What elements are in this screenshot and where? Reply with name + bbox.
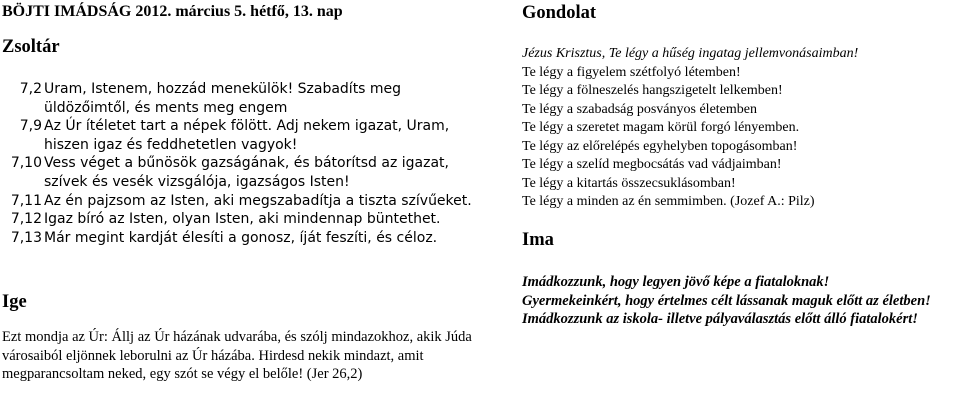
verse-text: Vess véget a bűnösök gazságának, és bátorítsd az igazat, szívek és vesék vizsgálója, igazságos Isten!	[44, 155, 449, 190]
verse-text: Igaz bíró az Isten, olyan Isten, aki mindennap büntethet.	[44, 211, 441, 228]
ima-text	[522, 273, 960, 329]
zsoltar-heading: Zsoltár	[2, 37, 60, 57]
verse-number: 7,11	[10, 192, 42, 209]
ima-heading: Ima	[522, 230, 554, 250]
gondolat-line: Te légy a fölneszelés hangszigetelt lelkemben!	[522, 83, 783, 98]
verse-number: 7,13	[10, 229, 42, 246]
gondolat-line: Te légy a szeretet magam körül forgó lényemben.	[522, 120, 800, 135]
gondolat-heading: Gondolat	[522, 3, 597, 23]
verse-text: Az Úr ítéletet tart a népek fölött. Adj nekem igazat, Uram, hiszen igaz és feddhetetlen vagyok!	[44, 118, 450, 153]
verse-number: 7,12	[10, 211, 42, 228]
verse-row	[0, 210, 478, 229]
verse-text: Az én pajzsom az Isten, aki megszabadítja a tiszta szívűeket.	[44, 192, 472, 209]
gondolat-line: Te légy a szelíd megbocsátás vad vádjaimban!	[522, 157, 782, 172]
page-header: BÖJTI IMÁDSÁG 2012. március 5. hétfő, 13. nap	[2, 3, 343, 20]
gondolat-line: Te légy a minden az én semmimben. (Jozef A.: Pilz)	[522, 194, 815, 209]
verse-text: Uram, Istenem, hozzád menekülök! Szabadíts meg üldözőimtől, és ments meg engem	[44, 81, 402, 116]
ige-text: Ezt mondja az Úr: Állj az Úr házának udvarába, és szólj mindazokhoz, akik Júda városaiból eljönnek leborulni az Úr házába. Hirdesd nekik mindazt, amit megparancsoltam neked, egy szót se végy el belőle! (Jer 26,2)	[2, 329, 472, 382]
verse-row	[0, 192, 478, 211]
verse-number: 7,10	[10, 155, 42, 172]
gondolat-line: Te légy a kitartás összecsuklásomban!	[522, 175, 736, 191]
gondolat-line: Te légy a szabadság posványos életemben	[522, 101, 757, 117]
ima-paragraph: Imádkozzunk, hogy legyen jövő képe a fiataloknak!	[522, 274, 830, 290]
gondolat-line: Te légy az előrelépés egyhelyben topogásomban!	[522, 138, 798, 154]
verse-number: 7,9	[19, 118, 42, 135]
gondolat-line: Jézus Krisztus, Te légy a hűség ingatag jellemvonásaimban!	[522, 46, 859, 61]
ima-paragraph: Gyermekeinkért, hogy értelmes célt lássanak maguk előtt az életben!	[522, 292, 931, 309]
gondolat-line: Te légy a figyelem szétfolyó létemben!	[522, 64, 741, 80]
verse-text: Már megint kardját élesíti a gonosz, íját feszíti, és céloz.	[44, 229, 438, 246]
ige-heading: Ige	[2, 292, 27, 312]
verse-row	[0, 80, 478, 117]
verse-row	[0, 117, 478, 154]
verse-row	[0, 154, 478, 191]
gondolat-lines	[522, 45, 960, 212]
verse-row	[0, 229, 478, 248]
verse-number: 7,2	[19, 81, 42, 97]
psalm-verses	[0, 80, 478, 247]
ima-paragraph: Imádkozzunk az iskola- illetve pályaválasztás előtt álló fiatalokért!	[522, 311, 918, 327]
